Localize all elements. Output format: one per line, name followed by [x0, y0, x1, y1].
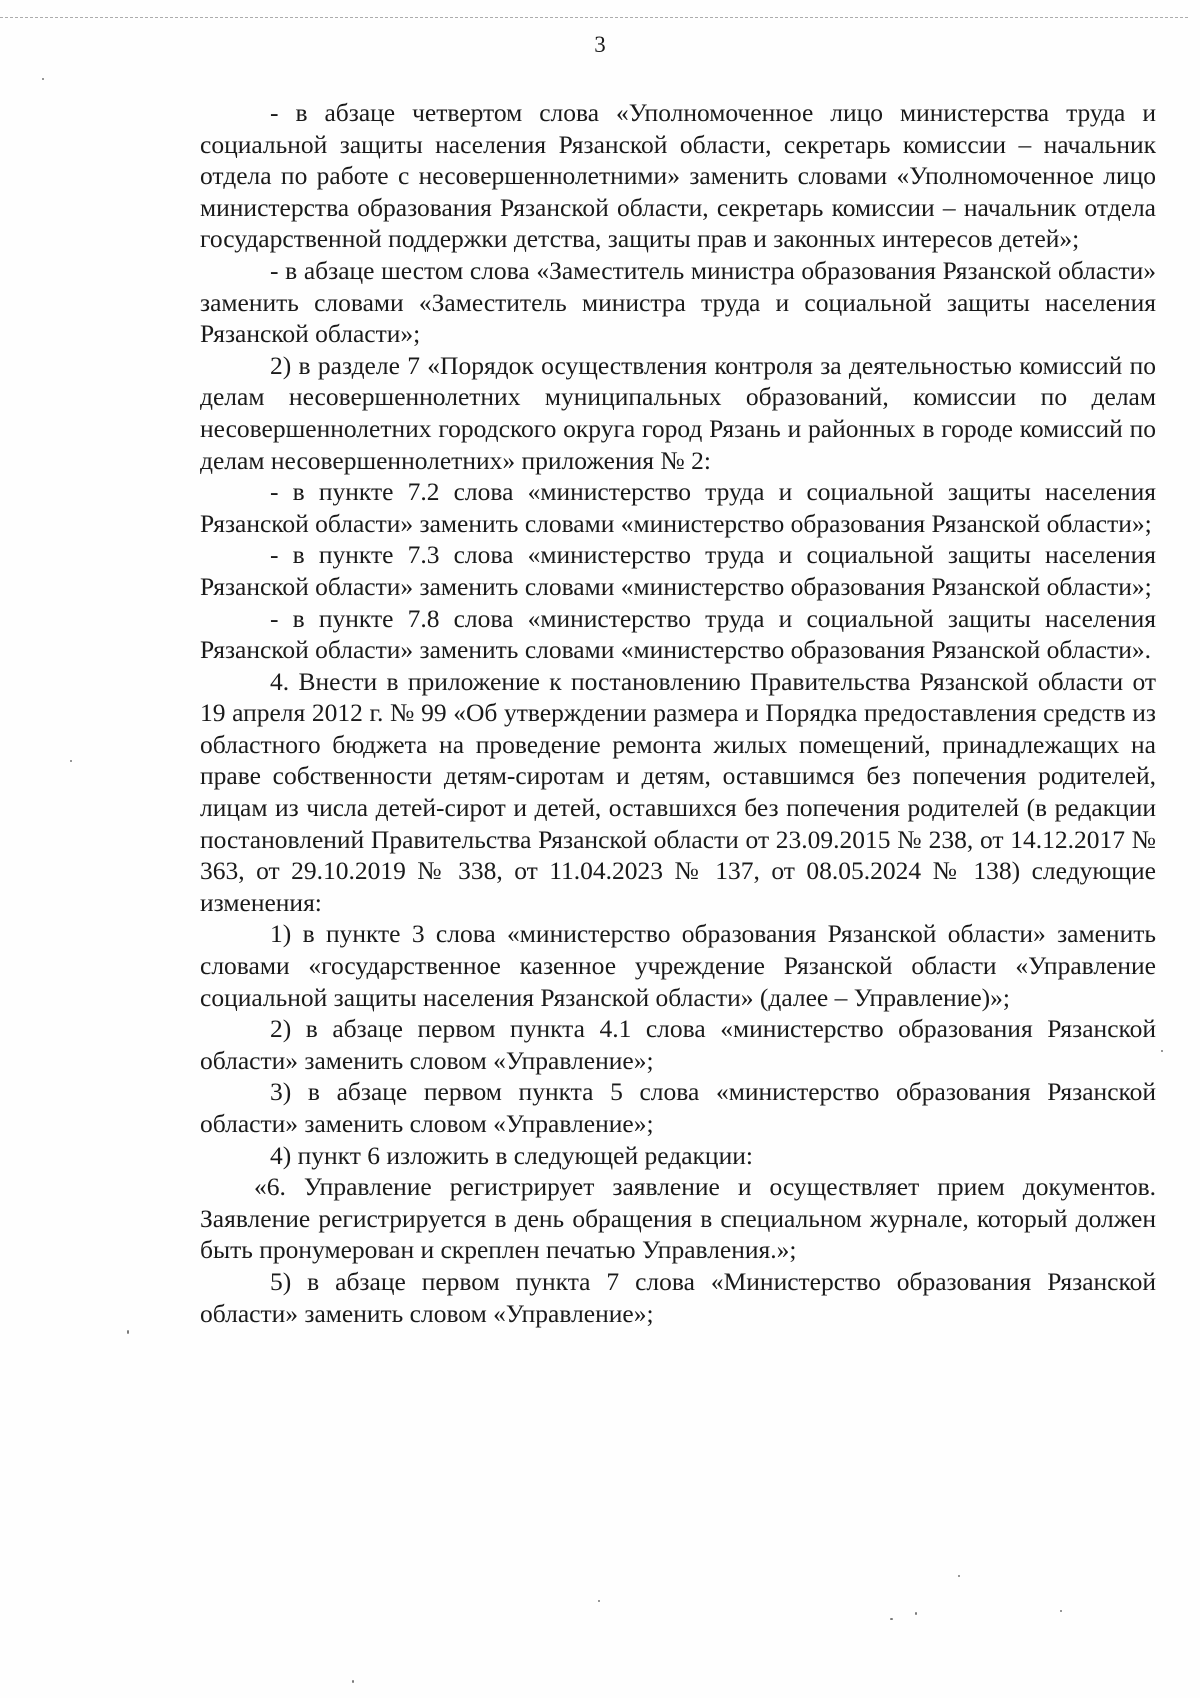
paragraph: - в пункте 7.2 слова «министерство труда и социальной защиты населения Рязанской области» заменить словами «министерство образования Рязанской области»; [200, 477, 1156, 538]
paragraph: 2) в разделе 7 «Порядок осуществления контроля за деятельностью комиссий по делам несовершеннолетних муниципальных образований, комиссии по делам несовершеннолетних городского округа город Рязань и районных в городе комиссий по делам несовершеннолетних» приложения № 2: [200, 350, 1156, 475]
document-body [200, 97, 1156, 1329]
paragraph: - в пункте 7.8 слова «министерство труда и социальной защиты населения Рязанской области» заменить словами «министерство образования Рязанской области». [200, 603, 1156, 665]
paragraph: 1) в пункте 3 слова «министерство образования Рязанской области» заменить словами «государственное казенное учреждение Рязанской области «Управление социальной защиты населения Рязанской области» (далее – Управление)»; [200, 919, 1156, 1012]
scan-speck [598, 1600, 600, 1602]
scan-speck [915, 1612, 917, 1615]
paragraph: «6. Управление регистрирует заявление и осуществляет прием документов. Заявление регистрируется в день обращения в специальном журнале, который должен быть пронумерован и скреплен печатью Управления.»; [200, 1172, 1156, 1265]
page-number: 3 [594, 32, 606, 57]
scan-speck [42, 78, 44, 80]
scan-speck [1161, 1050, 1163, 1052]
paragraph: 3) в абзаце первом пункта 5 слова «министерство образования Рязанской области» заменить словом «Управление»; [200, 1077, 1156, 1138]
scan-speck [958, 1575, 960, 1577]
paragraph: 4. Внести в приложение к постановлению Правительства Рязанской области от 19 апреля 2012 г. № 99 «Об утверждении размера и Порядка предоставления средств из областного бюджета на проведение ремонта жилых помещений, принадлежащих на праве собственности детям-сиротам и детям, оставшимся без попечения родителей, лицам из числа детей-сирот и детей, оставшихся без попечения родителей (в редакции постановлений Правительства Рязанской области от 23.09.2015 № 238, от 14.12.2017 № 363, от 29.10.2019 № 338, от 11.04.2023 № 137, от 08.05.2024 № 138) следующие изменения: [200, 666, 1156, 917]
scan-speck [127, 1330, 129, 1334]
paragraph: - в пункте 7.3 слова «министерство труда и социальной защиты населения Рязанской области» заменить словами «министерство образования Рязанской области»; [200, 540, 1156, 601]
scan-edge-line [0, 17, 1188, 18]
scan-speck [890, 1618, 893, 1620]
paragraph: - в абзаце четвертом слова «Уполномоченное лицо министерства труда и социальной защиты населения Рязанской области, секретарь комиссии – начальник отдела по работе с несовершеннолетними» заменить словами «Уполномоченное лицо министерства образования Рязанской области, секретарь комиссии – начальник отдела государственной поддержки детства, защиты прав и законных интересов детей»; [200, 98, 1156, 254]
scan-speck [70, 760, 72, 762]
paragraph: 2) в абзаце первом пункта 4.1 слова «министерство образования Рязанской области» заменить словом «Управление»; [200, 1014, 1156, 1075]
scan-speck [1060, 1610, 1062, 1612]
scan-speck [352, 1680, 354, 1683]
paragraph: - в абзаце шестом слова «Заместитель министра образования Рязанской области» заменить словами «Заместитель министра труда и социальной защиты населения Рязанской области»; [200, 255, 1156, 349]
paragraph: 4) пункт 6 изложить в следующей редакции: [270, 1140, 753, 1170]
paragraph: 5) в абзаце первом пункта 7 слова «Министерство образования Рязанской области» заменить словом «Управление»; [200, 1266, 1156, 1328]
